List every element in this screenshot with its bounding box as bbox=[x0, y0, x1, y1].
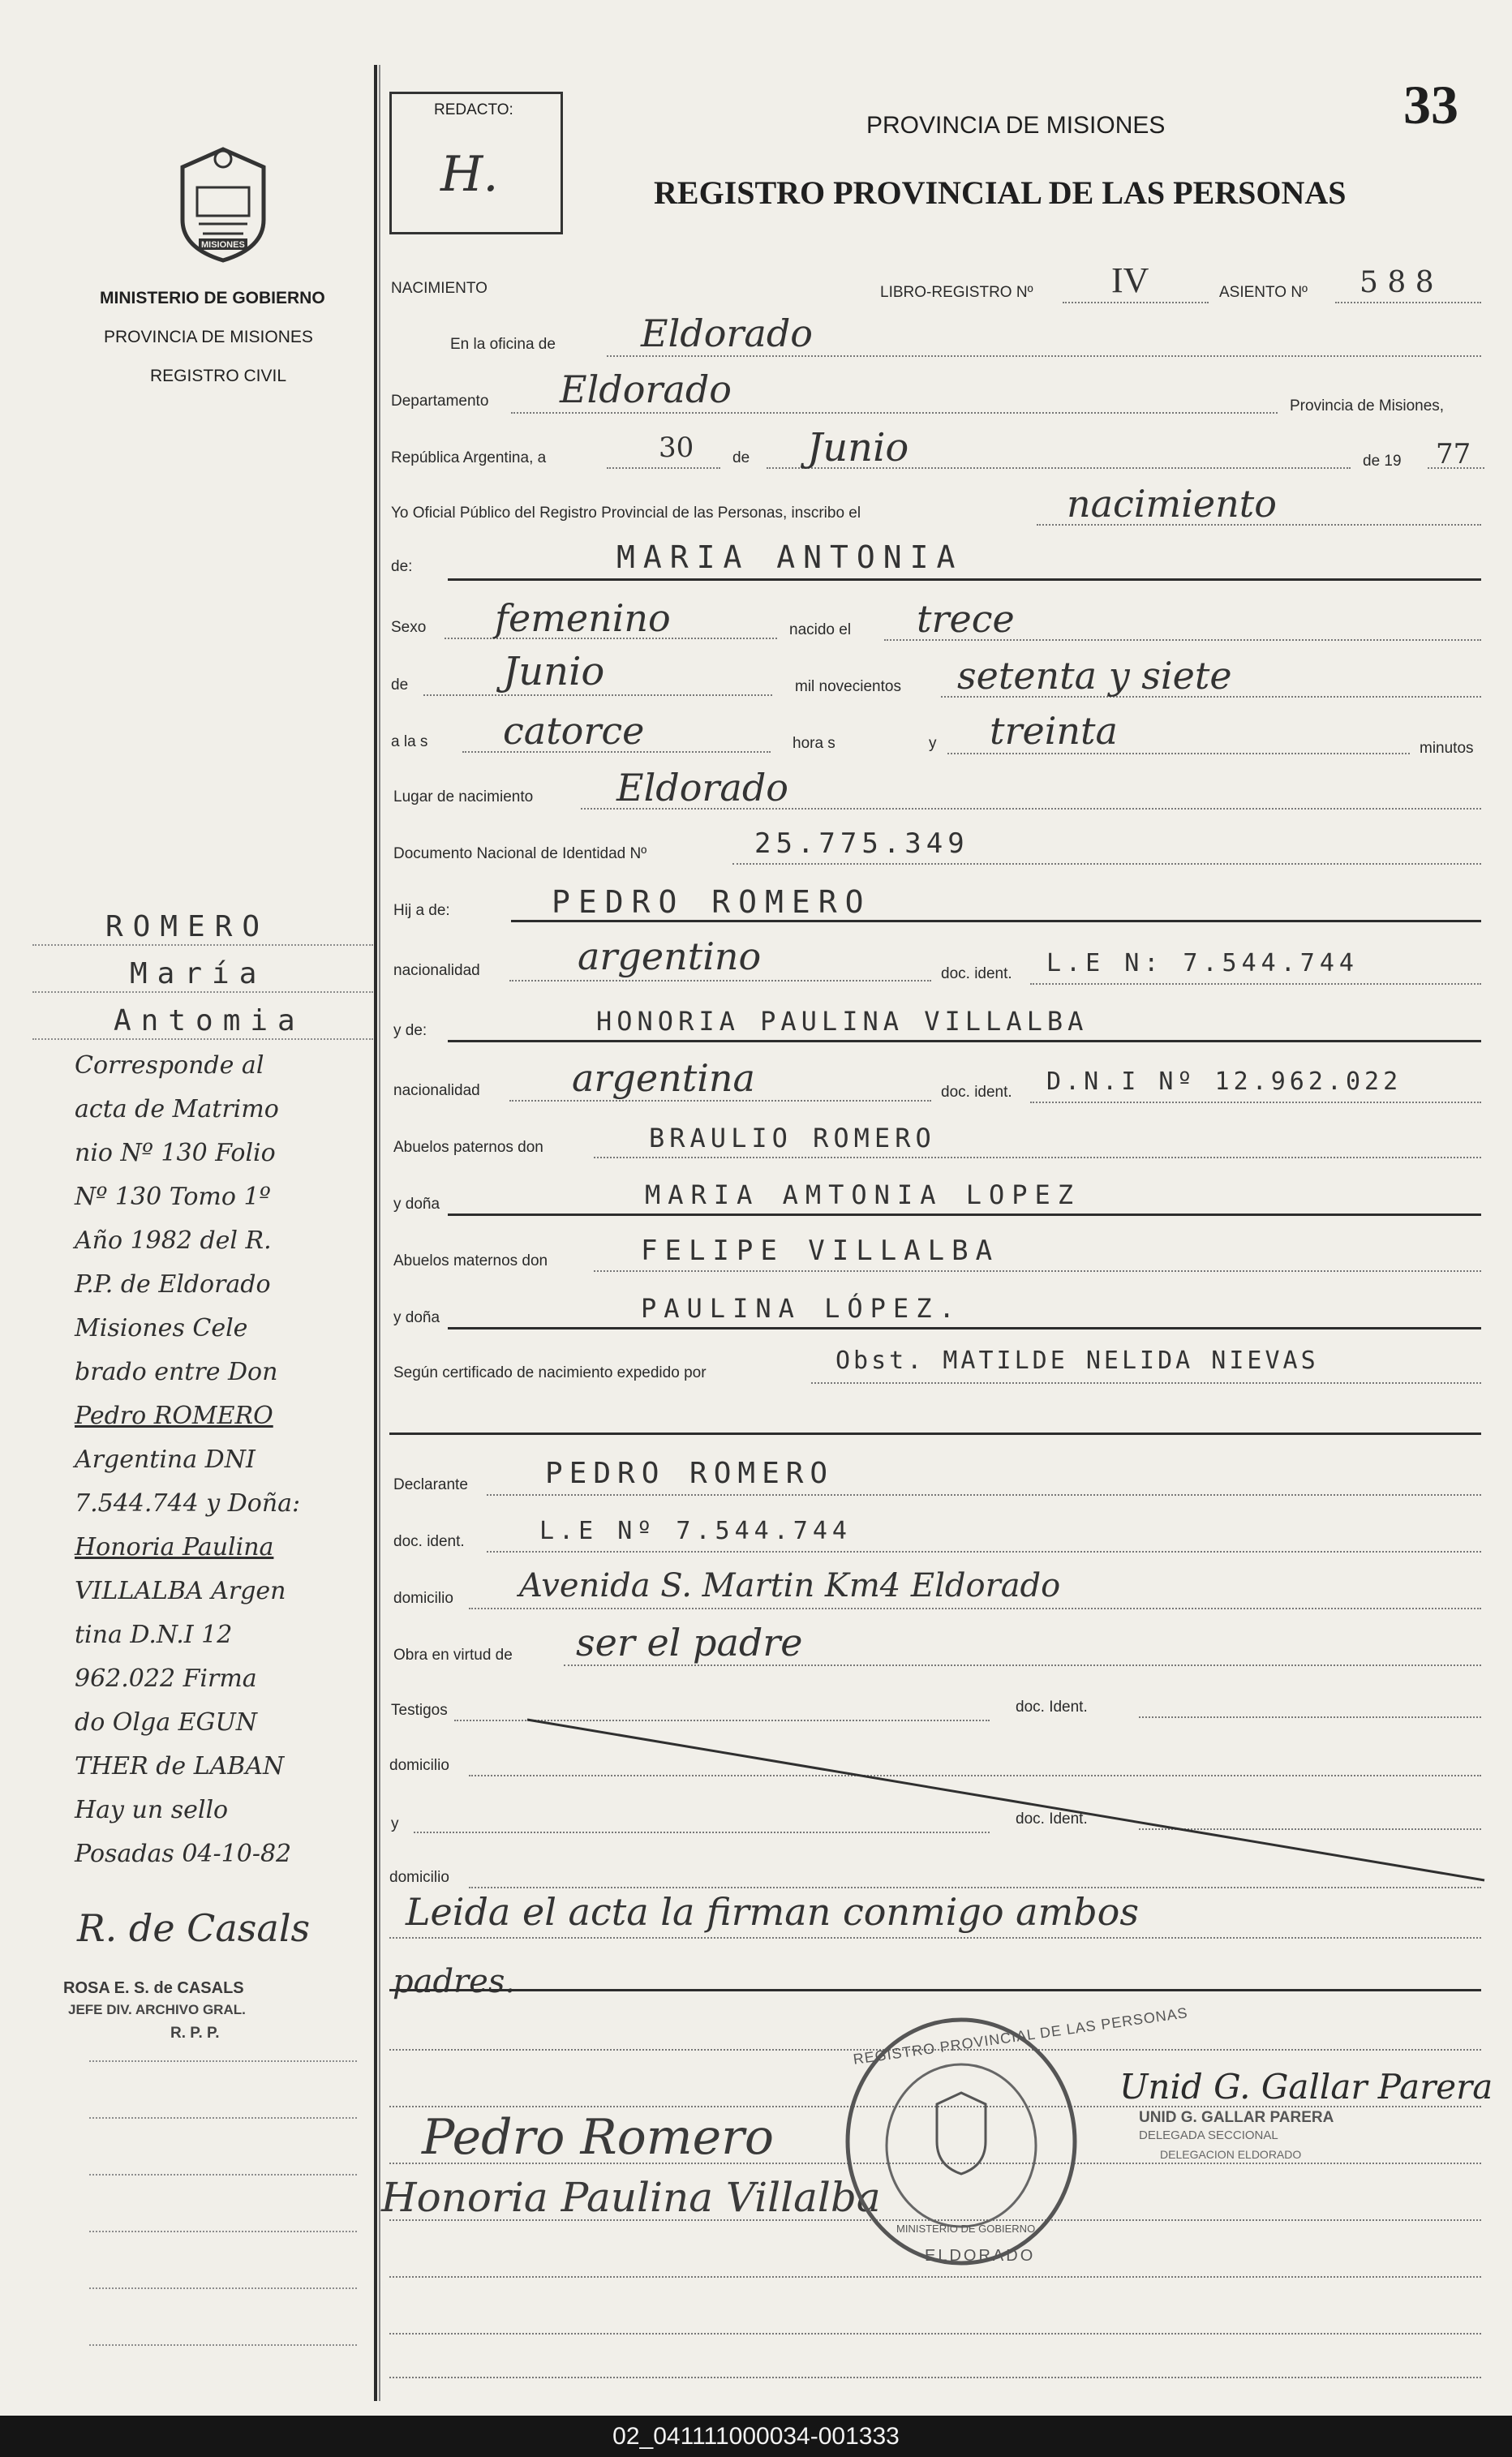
anio-value: 77 bbox=[1436, 438, 1471, 470]
hijo-label: Hij a de: bbox=[393, 902, 450, 919]
inscribo-value: nacimiento bbox=[1067, 482, 1277, 526]
margin-line-10: Argentina DNI bbox=[75, 1445, 256, 1474]
lugar-value: Eldorado bbox=[616, 766, 788, 810]
ruled-line-g bbox=[389, 2377, 1481, 2378]
lugar-label: Lugar de nacimiento bbox=[393, 788, 534, 805]
domicilio-label-1: domicilio bbox=[393, 1590, 453, 1607]
padre-value: PEDRO ROMERO bbox=[552, 884, 872, 920]
declarante-value: PEDRO ROMERO bbox=[545, 1457, 835, 1490]
obra-value: ser el padre bbox=[576, 1621, 803, 1664]
departamento-value: Eldorado bbox=[560, 367, 732, 411]
docident-label-1: doc. ident. bbox=[941, 965, 1012, 982]
de-label-2: de bbox=[391, 677, 409, 694]
y-label-2: y bbox=[391, 1815, 399, 1832]
docdecl-value: L.E Nº 7.544.744 bbox=[539, 1517, 852, 1545]
civil-registry: REGISTRO CIVIL bbox=[150, 367, 287, 385]
certificado-label: Según certificado de nacimiento expedido por bbox=[393, 1364, 707, 1381]
margin-line-18: Hay un sello bbox=[75, 1796, 229, 1824]
testigos-label: Testigos bbox=[391, 1702, 448, 1719]
margin-line-12: Honoria Paulina bbox=[75, 1533, 274, 1561]
de-label-1: de bbox=[732, 449, 750, 466]
docident-label-4: doc. Ident. bbox=[1016, 1699, 1088, 1716]
margin-line-9: Pedro ROMERO bbox=[75, 1402, 273, 1430]
officer-signature: Unid G. Gallar Parera bbox=[1119, 2067, 1493, 2107]
closing-line-2-rule bbox=[389, 1989, 1481, 1991]
margin-line-13: VILLALBA Argen bbox=[75, 1577, 286, 1605]
margin-line-19: Posadas 04-10-82 bbox=[75, 1840, 292, 1868]
nombre-value: MARIA ANTONIA bbox=[616, 539, 964, 575]
declarante-label: Declarante bbox=[393, 1476, 468, 1493]
seal-bottom-text: ELDORADO bbox=[925, 2247, 1036, 2265]
sexo-value: femenino bbox=[495, 596, 671, 640]
oficina-label: En la oficina de bbox=[450, 336, 556, 353]
y-label: y bbox=[929, 735, 937, 752]
sexo-label: Sexo bbox=[391, 619, 427, 636]
mother-signature: Honoria Paulina Villalba bbox=[381, 2174, 881, 2221]
nac-label-1: nacionalidad bbox=[393, 962, 480, 979]
docident-label-2: doc. ident. bbox=[941, 1084, 1012, 1101]
margin-surname: ROMERO bbox=[105, 910, 270, 943]
hora-value: catorce bbox=[503, 709, 645, 753]
margin-rule-d bbox=[89, 2231, 357, 2232]
nac-madre-value: argentina bbox=[572, 1056, 755, 1100]
margin-stamp-org: R. P. P. bbox=[170, 2025, 220, 2042]
margin-line-14: tina D.N.I 12 bbox=[75, 1621, 233, 1649]
madre-value: HONORIA PAULINA VILLALBA bbox=[596, 1006, 1089, 1037]
margin-stamp-title: JEFE DIV. ARCHIVO GRAL. bbox=[68, 2002, 246, 2017]
oficial-text: Yo Oficial Público del Registro Provincial de las Personas, inscribo el bbox=[391, 505, 861, 522]
margin-rule-e bbox=[89, 2287, 357, 2289]
closing-line-2: padres. bbox=[393, 1963, 516, 2000]
ruled-line-f bbox=[389, 2333, 1481, 2335]
margin-name-2: Antomia bbox=[114, 1004, 305, 1037]
libro-label: LIBRO-REGISTRO Nº bbox=[880, 284, 1033, 301]
registry-title: REGISTRO PROVINCIAL DE LAS PERSONAS bbox=[654, 174, 1347, 211]
margin-line-17: THER de LABAN bbox=[75, 1752, 285, 1780]
certificado-value: Obst. MATILDE NELIDA NIEVAS bbox=[835, 1347, 1319, 1375]
margin-line-11: 7.544.744 y Doña: bbox=[75, 1489, 301, 1518]
abuelos-maternos-value: FELIPE VILLALBA bbox=[641, 1235, 1000, 1267]
margin-signature: R. de Casals bbox=[77, 1906, 311, 1950]
margin-rule-c bbox=[89, 2174, 357, 2176]
margin-line-8: brado entre Don bbox=[75, 1358, 278, 1386]
libro-value: IV bbox=[1111, 260, 1149, 300]
docident-label-3: doc. ident. bbox=[393, 1533, 465, 1550]
province-title: PROVINCIA DE MISIONES bbox=[866, 112, 1166, 139]
margin-line-2: acta de Matrimo bbox=[75, 1095, 279, 1123]
ydona-label-2: y doña bbox=[393, 1309, 440, 1326]
officer-stamp-delegation: DELEGACION ELDORADO bbox=[1160, 2148, 1302, 2161]
minutos-label: minutos bbox=[1420, 740, 1474, 757]
dia-value: 30 bbox=[659, 432, 694, 464]
margin-line-1: Corresponde al bbox=[75, 1051, 264, 1080]
asiento-label: ASIENTO Nº bbox=[1219, 284, 1308, 301]
ministry-title: MINISTERIO DE GOBIERNO bbox=[100, 289, 325, 307]
abuelos-paternos-value: BRAULIO ROMERO bbox=[649, 1123, 936, 1153]
de-colon-label: de: bbox=[391, 558, 413, 575]
closing-line-1-rule bbox=[389, 1937, 1481, 1939]
min-value: treinta bbox=[990, 709, 1118, 753]
margin-line-6: P.P. de Eldorado bbox=[75, 1270, 271, 1299]
domicilio-value: Avenida S. Martin Km4 Eldorado bbox=[519, 1567, 1061, 1604]
margin-rule-b bbox=[89, 2117, 357, 2119]
abuelos-maternos-label: Abuelos maternos don bbox=[393, 1252, 548, 1269]
abuelos-paternos-label: Abuelos paternos don bbox=[393, 1139, 543, 1156]
seal-label: MISIONES bbox=[201, 240, 245, 250]
margin-rule-a bbox=[89, 2060, 357, 2062]
hora-label: hora s bbox=[793, 735, 835, 752]
domicilio-label-2: domicilio bbox=[389, 1757, 449, 1774]
alas-label: a la s bbox=[391, 733, 428, 750]
margin-name-1: María bbox=[130, 957, 267, 990]
seal-ring-text: REGISTRO PROVINCIAL DE LAS PERSONAS bbox=[852, 2004, 1189, 2068]
republica-label: República Argentina, a bbox=[391, 449, 547, 466]
nac-padre-value: argentino bbox=[578, 934, 762, 978]
yde-label: y de: bbox=[393, 1022, 427, 1039]
ydona-label-1: y doña bbox=[393, 1196, 440, 1213]
closing-line-1: Leida el acta la firman conmigo ambos bbox=[406, 1890, 1139, 1934]
asiento-value: 5 8 8 bbox=[1360, 266, 1434, 299]
dni-label: Documento Nacional de Identidad Nº bbox=[393, 845, 647, 862]
nac-label-2: nacionalidad bbox=[393, 1082, 480, 1099]
abp-dona-value: MARIA AMTONIA LOPEZ bbox=[645, 1179, 1081, 1210]
doc-padre-value: L.E N: 7.544.744 bbox=[1046, 949, 1359, 977]
margin-rule-2 bbox=[32, 991, 373, 993]
mil-value: setenta y siete bbox=[957, 654, 1232, 698]
margin-rule-3 bbox=[32, 1038, 373, 1040]
margin-rule-1 bbox=[32, 944, 373, 946]
provincia-suffix: Provincia de Misiones, bbox=[1290, 397, 1445, 415]
margin-rule-f bbox=[89, 2344, 357, 2346]
image-id-footer: 02_041111000034-001333 bbox=[0, 2416, 1512, 2457]
mes2-value: Junio bbox=[503, 649, 605, 694]
anio-prefix: de 19 bbox=[1363, 453, 1402, 470]
dni-value: 25.775.349 bbox=[754, 827, 969, 860]
margin-line-5: Año 1982 del R. bbox=[75, 1226, 272, 1255]
ruled-line-e bbox=[389, 2276, 1481, 2278]
doc-madre-value: D.N.I Nº 12.962.022 bbox=[1046, 1067, 1402, 1096]
page-number: 33 bbox=[1403, 74, 1458, 135]
nacido-label: nacido el bbox=[789, 621, 852, 638]
officer-stamp-title: DELEGADA SECCIONAL bbox=[1139, 2128, 1278, 2142]
act-type-label: NACIMIENTO bbox=[391, 280, 488, 297]
margin-line-15: 962.022 Firma bbox=[75, 1664, 257, 1693]
nacido-value: trece bbox=[917, 597, 1015, 641]
margin-line-4: Nº 130 Tomo 1º bbox=[75, 1183, 271, 1211]
abm-dona-value: PAULINA LÓPEZ. bbox=[641, 1293, 962, 1324]
domicilio-label-3: domicilio bbox=[389, 1869, 449, 1886]
redacto-label: REDACTO: bbox=[434, 101, 513, 118]
seal-inner-text: MINISTERIO DE GOBIERNO bbox=[896, 2223, 1036, 2235]
margin-line-3: nio Nº 130 Folio bbox=[75, 1139, 276, 1167]
officer-stamp-name: UNID G. GALLAR PARERA bbox=[1139, 2109, 1334, 2126]
departamento-label: Departamento bbox=[391, 393, 489, 410]
margin-stamp-name: ROSA E. S. de CASALS bbox=[63, 1979, 244, 1997]
father-signature: Pedro Romero bbox=[422, 2109, 774, 2166]
margin-line-16: do Olga EGUN bbox=[75, 1708, 258, 1737]
mil-label: mil novecientos bbox=[795, 678, 901, 695]
docident-label-5: doc. Ident. bbox=[1016, 1811, 1088, 1828]
obra-label: Obra en virtud de bbox=[393, 1647, 513, 1664]
redacto-value: H. bbox=[440, 146, 499, 203]
margin-line-7: Misiones Cele bbox=[75, 1314, 248, 1342]
oficina-value: Eldorado bbox=[641, 311, 813, 355]
ministry-province: PROVINCIA DE MISIONES bbox=[104, 328, 313, 346]
mes-value: Junio bbox=[807, 425, 909, 470]
